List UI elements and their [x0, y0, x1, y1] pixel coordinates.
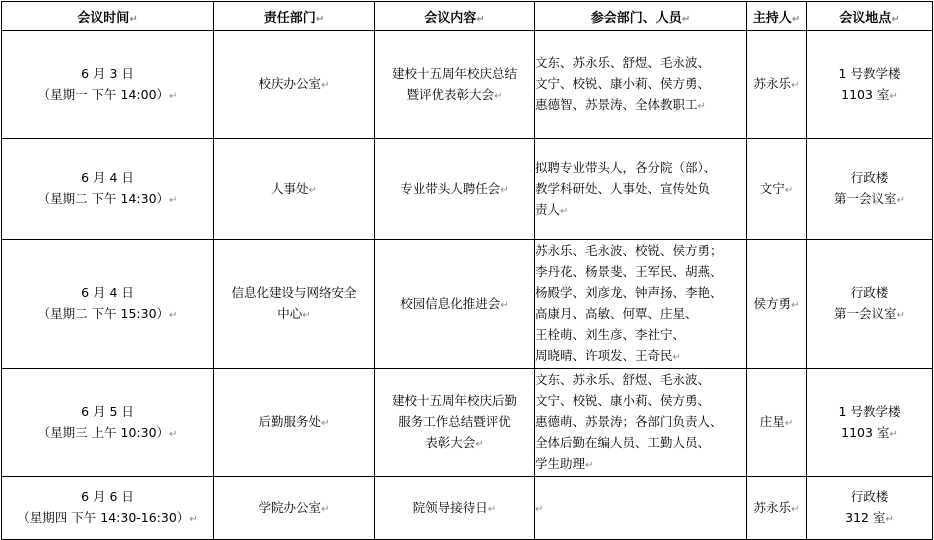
paragraph-mark: ↵	[169, 428, 178, 440]
cell-attendees	[535, 139, 747, 240]
cell-place	[807, 31, 933, 139]
cell-time	[2, 240, 214, 369]
cell-place	[807, 240, 933, 369]
time-line: 6 月 6 日	[81, 489, 134, 504]
paragraph-mark: ↵	[494, 90, 503, 102]
cell-host	[747, 240, 807, 369]
paragraph-mark: ↵	[475, 439, 484, 450]
cell-content	[375, 139, 535, 240]
place-line: 1103 室↵	[841, 424, 898, 440]
paragraph-mark: ↵	[896, 310, 905, 321]
host-line: 文宁↵	[759, 180, 794, 196]
paragraph-mark: ↵	[585, 460, 594, 471]
paragraph-mark: ↵	[169, 90, 178, 102]
content-line: 服务工作总结暨评优	[398, 414, 511, 429]
host-line: 庄星↵	[759, 414, 794, 429]
cell-host	[747, 139, 807, 240]
cell-host	[747, 369, 807, 477]
cell-time	[2, 31, 214, 139]
paragraph-mark: ↵	[321, 80, 330, 91]
cell-content	[375, 477, 535, 540]
place-line: 1103 室↵	[841, 86, 898, 102]
header-time: 会议时间↵	[2, 2, 214, 31]
attendees-line: 文宁、校锐、康小莉、侯方勇、	[535, 76, 711, 91]
attendees-line: 责人↵	[535, 201, 569, 217]
cell-time	[2, 477, 214, 540]
paragraph-mark: ↵	[791, 299, 800, 311]
content-line: 专业带头人聘任会↵	[400, 180, 509, 196]
paragraph-mark: ↵	[189, 514, 198, 525]
attendees-line: 惠德智、苏景涛、全体教职工↵	[535, 97, 706, 112]
place-line: 第一会议室↵	[834, 306, 905, 321]
paragraph-mark: ↵	[308, 184, 317, 196]
cell-content	[375, 240, 535, 369]
cell-dept	[214, 31, 375, 139]
cell-dept	[214, 240, 375, 369]
paragraph-mark: ↵	[791, 80, 800, 91]
table-row	[2, 139, 933, 240]
cell-dept	[214, 369, 375, 477]
paragraph-mark: ↵	[791, 503, 800, 515]
paragraph-mark: ↵	[321, 418, 330, 429]
paragraph-mark: ↵	[784, 184, 794, 196]
attendees-line: 文东、苏永乐、舒煜、毛永波、	[535, 55, 711, 70]
dept-line: 中心↵	[277, 306, 311, 321]
place-line: 行政楼	[850, 285, 889, 300]
paragraph-mark: ↵	[889, 90, 898, 102]
host-line: 苏永乐↵	[753, 76, 800, 91]
place-line: 312 室↵	[845, 510, 894, 525]
time-line: （星期一 下午 14:00）↵	[37, 86, 178, 102]
table-row	[2, 369, 933, 477]
dept-line: 后勤服务处↵	[258, 414, 330, 429]
cell-attendees	[535, 369, 747, 477]
time-line: 6 月 4 日	[81, 285, 134, 300]
content-line: 校园信息化推进会↵	[400, 295, 509, 311]
content-line: 暨评优表彰大会↵	[406, 86, 503, 102]
attendees-line: 学生助理↵	[535, 456, 594, 471]
paragraph-mark: ↵	[885, 514, 894, 525]
paragraph-mark: ↵	[697, 101, 706, 112]
header-content: 会议内容↵	[375, 2, 535, 31]
cell-host	[747, 477, 807, 540]
host-line: 侯方勇↵	[753, 295, 800, 311]
schedule-body	[2, 31, 933, 540]
paragraph-mark: ↵	[169, 310, 178, 321]
cell-dept	[214, 139, 375, 240]
attendees-line: 惠德萌、苏景涛；各部门负责人、	[535, 414, 723, 429]
host-line: 苏永乐↵	[753, 499, 800, 515]
place-line: 第一会议室↵	[834, 191, 905, 206]
header-row	[2, 2, 933, 31]
attendees-line: 文宁、校锐、康小莉、侯方勇、	[535, 393, 711, 408]
cell-place	[807, 369, 933, 477]
place-line: 行政楼	[850, 489, 889, 504]
table-row	[2, 477, 933, 540]
content-line: 建校十五周年校庆后勤	[391, 393, 517, 408]
paragraph-mark: ↵	[896, 195, 905, 206]
attendees-line	[535, 497, 746, 520]
paragraph-mark: ↵	[889, 428, 898, 440]
attendees-line: 李丹花、杨景斐、王军民、胡燕、	[535, 264, 723, 279]
time-line: （星期二 下午 14:30）↵	[37, 191, 178, 206]
table-row	[2, 31, 933, 139]
meeting-schedule-table	[1, 1, 933, 540]
cell-place	[807, 477, 933, 540]
content-line: 院领导接待日↵	[412, 499, 497, 515]
time-line: 6 月 4 日	[81, 170, 134, 185]
place-line: 1 号教学楼	[838, 65, 901, 81]
table-row	[2, 240, 933, 369]
header-attendees: 参会部门、人员↵	[535, 2, 747, 31]
dept-line: 人事处↵	[271, 180, 317, 196]
header-dept: 责任部门↵	[214, 2, 375, 31]
cell-time	[2, 369, 214, 477]
attendees-line: 高康月、高敏、何覃、庄星、	[535, 306, 698, 321]
place-line: 行政楼	[850, 170, 889, 185]
time-line: 6 月 5 日	[81, 403, 134, 419]
paragraph-mark: ↵	[560, 205, 569, 217]
attendees-line: 周晓晴、许项发、王奇民↵	[535, 348, 681, 363]
time-line: 6 月 3 日	[81, 65, 134, 81]
time-line: （星期二 下午 15:30）↵	[37, 306, 178, 321]
cell-attendees	[535, 31, 747, 139]
place-line: 1 号教学楼	[838, 403, 901, 419]
paragraph-mark: ↵	[500, 299, 509, 311]
attendees-line: 拟聘专业带头人，各分院（部）、	[535, 159, 717, 175]
paragraph-mark: ↵	[672, 352, 681, 363]
cell-dept	[214, 477, 375, 540]
paragraph-mark: ↵	[321, 503, 330, 515]
paragraph-mark: ↵	[784, 418, 794, 429]
attendees-line: 文东、苏永乐、舒煜、毛永波、	[535, 372, 711, 387]
time-line: （星期三 上午 10:30）↵	[37, 424, 178, 440]
attendees-line: 王栓萌、刘生彦、李社宁、	[535, 327, 686, 342]
dept-line: 校庆办公室↵	[258, 76, 330, 91]
header-host: 主持人↵	[747, 2, 807, 31]
cell-attendees	[535, 477, 747, 540]
cell-content	[375, 369, 535, 477]
header-place: 会议地点↵	[807, 2, 933, 31]
paragraph-mark: ↵	[535, 503, 544, 515]
time-line: （星期四 下午 14:30-16:30）↵	[17, 510, 198, 525]
cell-attendees	[535, 240, 747, 369]
paragraph-mark: ↵	[500, 184, 509, 196]
content-line: 建校十五周年校庆总结	[391, 65, 517, 81]
dept-line: 学院办公室↵	[258, 499, 330, 515]
content-line: 表彰大会↵	[425, 435, 484, 450]
paragraph-mark: ↵	[302, 310, 311, 321]
cell-content	[375, 31, 535, 139]
attendees-line: 苏永乐、毛永波、校锐、侯方勇；	[535, 243, 723, 258]
cell-place	[807, 139, 933, 240]
paragraph-mark: ↵	[169, 195, 178, 206]
attendees-line: 教学科研处、人事处、宣传处负	[535, 180, 711, 196]
cell-host	[747, 31, 807, 139]
attendees-line: 杨殿学、刘彦龙、钟声扬、李艳、	[535, 285, 723, 300]
cell-time	[2, 139, 214, 240]
paragraph-mark: ↵	[487, 503, 497, 515]
attendees-line: 全体后勤在编人员、工勤人员、	[535, 435, 711, 450]
dept-line: 信息化建设与网络安全	[231, 285, 357, 300]
